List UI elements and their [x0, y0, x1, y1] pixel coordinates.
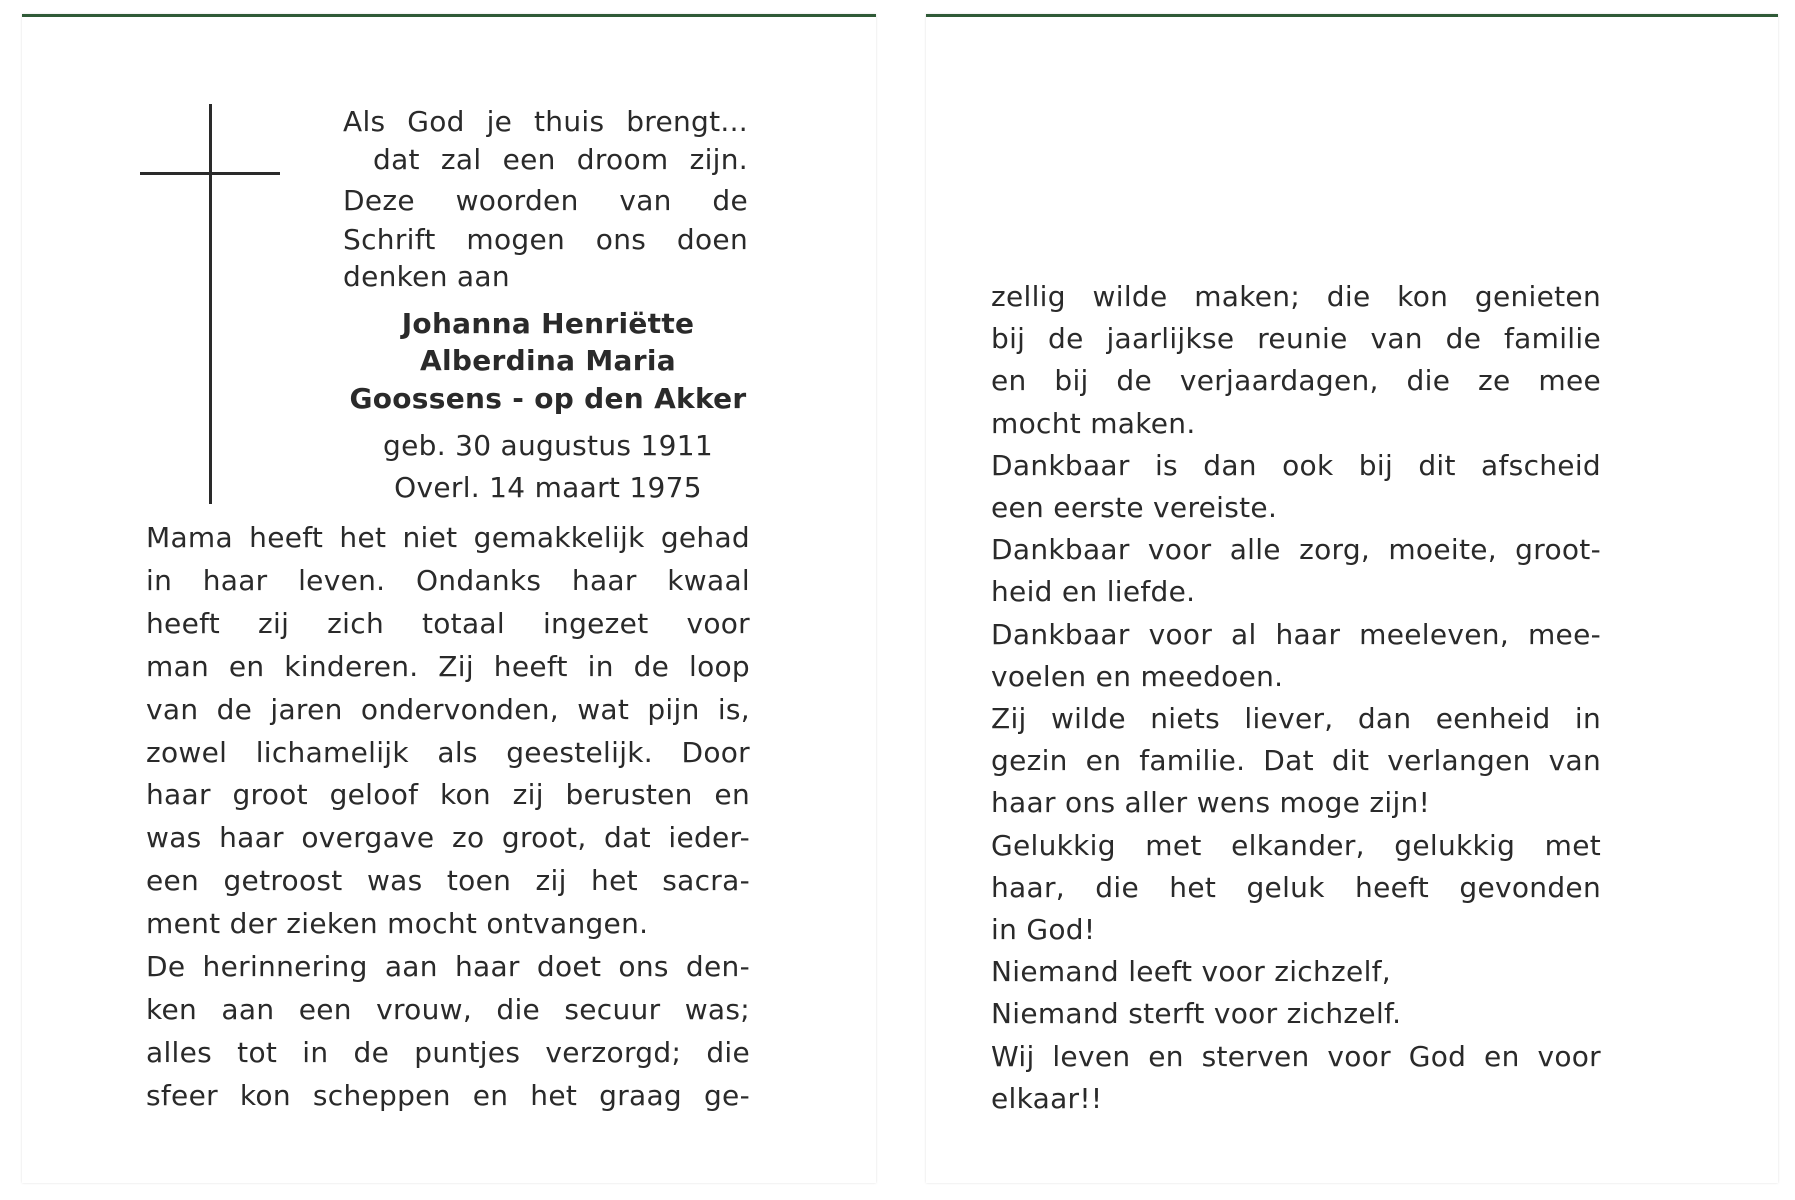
body-line: gezin en familie. Dat dit verlangen van — [991, 744, 1601, 778]
body-line: zowel lichamelijk als geestelijk. Door — [146, 735, 750, 769]
body-line: in haar leven. Ondanks haar kwaal — [146, 563, 750, 597]
birth-date: geb. 30 augustus 1911 — [383, 429, 713, 462]
body-line: Niemand leeft voor zichzelf, — [991, 955, 1392, 989]
body-line: sfeer kon scheppen en het graag ge- — [146, 1078, 750, 1112]
body-line: van de jaren ondervonden, wat pijn is, — [146, 692, 750, 726]
body-line: een getroost was toen zij het sacra- — [146, 864, 750, 898]
verse-line: dat zal een droom zijn. — [373, 143, 748, 176]
body-line: alles tot in de puntjes verzorgd; die — [146, 1035, 750, 1069]
body-line: bij de jaarlijkse reunie van de familie — [991, 322, 1601, 356]
body-line: en bij de verjaardagen, die ze mee — [991, 364, 1601, 398]
body-line: was haar overgave zo groot, dat ieder- — [146, 821, 750, 855]
body-line: elkaar!! — [991, 1081, 1103, 1115]
body-line: Dankbaar voor al haar meeleven, mee- — [991, 617, 1601, 651]
body-line: De herinnering aan haar doet ons den- — [146, 950, 750, 983]
body-line: haar, die het geluk heeft gevonden — [991, 870, 1601, 904]
verse-line: Schrift mogen ons doen — [343, 223, 748, 256]
body-line: haar ons aller wens moge zijn! — [991, 786, 1431, 820]
deceased-name-line: Alberdina Maria — [420, 344, 676, 377]
body-line: een eerste vereiste. — [991, 491, 1278, 524]
body-line: Zij wilde niets liever, dan eenheid in — [991, 702, 1601, 735]
body-line: ment der zieken mocht ontvangen. — [146, 907, 649, 941]
body-line: ken aan een vrouw, die secuur was; — [146, 992, 750, 1026]
body-line: in God! — [991, 913, 1096, 946]
body-line: Niemand sterft voor zichzelf. — [991, 997, 1402, 1031]
deceased-name-line: Johanna Henriëtte — [401, 307, 695, 340]
body-line: Dankbaar is dan ook bij dit afscheid — [991, 448, 1601, 482]
body-line: Mama heeft het niet gemakkelijk gehad — [146, 521, 750, 554]
body-line: voelen en meedoen. — [991, 659, 1284, 693]
body-line: heeft zij zich totaal ingezet voor — [146, 606, 750, 640]
verse-line: Deze woorden van de — [343, 184, 748, 217]
body-line: Gelukkig met elkander, gelukkig met — [991, 828, 1601, 862]
body-line: mocht maken. — [991, 406, 1196, 440]
death-date: Overl. 14 maart 1975 — [394, 471, 702, 504]
verse-line: denken aan — [343, 260, 510, 293]
body-line: heid en liefde. — [991, 575, 1196, 609]
body-line: man en kinderen. Zij heeft in de loop — [146, 649, 750, 683]
body-line: Dankbaar voor alle zorg, moeite, groot- — [991, 533, 1601, 567]
body-line: zellig wilde maken; die kon genieten — [991, 280, 1601, 313]
body-line: Wij leven en sterven voor God en voor — [991, 1039, 1601, 1073]
verse-line: Als God je thuis brengt... — [343, 105, 748, 138]
body-line: haar groot geloof kon zij berusten en — [146, 778, 750, 812]
deceased-name-line: Goossens - op den Akker — [349, 382, 747, 415]
